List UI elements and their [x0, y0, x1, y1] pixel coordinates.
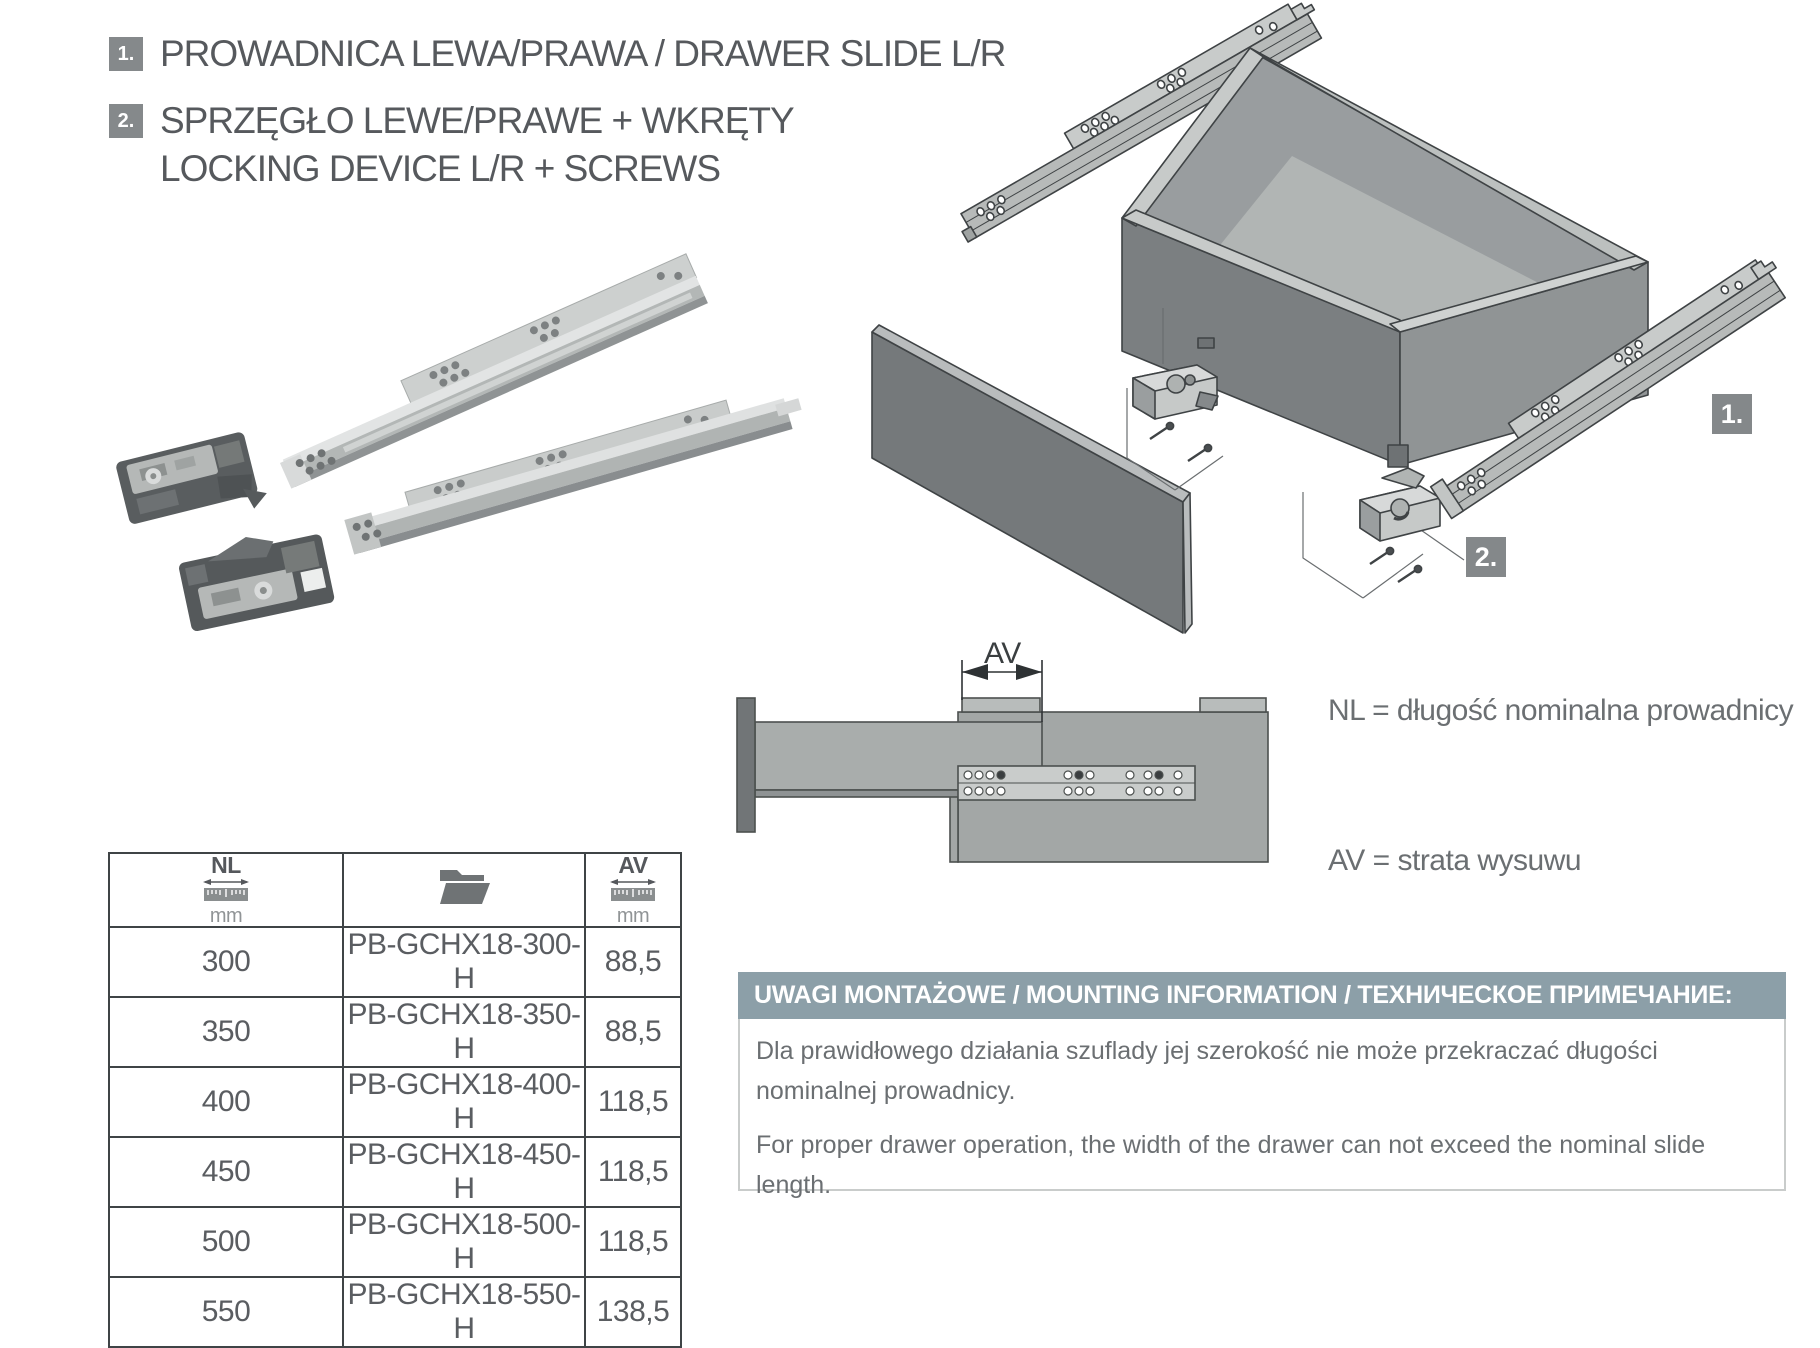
drawer-front-panel: [872, 325, 1192, 633]
cell-av: 88,5: [585, 927, 681, 997]
col-header-nl: [109, 853, 343, 927]
ruler-arrow-icon: [608, 877, 658, 905]
av-dimension-label: AV: [984, 637, 1021, 670]
leader-line-badge2: [1418, 528, 1464, 560]
mounting-note-title: UWAGI MONTAŻOWE / MOUNTING INFORMATION / ТЕХНИЧЕСКОЕ ПРИМЕЧАНИЕ:: [738, 972, 1786, 1019]
slides-photo-illustration: [90, 250, 830, 670]
table-row: [109, 1137, 681, 1207]
note-text-en: For proper drawer operation, the width of the drawer can not exceed the nominal slide length.: [756, 1131, 1706, 1199]
item1-title: PROWADNICA LEWA/PRAWA / DRAWER SLIDE L/R: [160, 33, 1006, 74]
spec-table: [108, 852, 682, 1348]
cell-nl: 300: [109, 927, 343, 997]
av-header-unit: mm: [616, 905, 650, 927]
cell-nl: 550: [109, 1277, 343, 1347]
cell-code: PB-GCHX18-300-H: [343, 927, 585, 997]
cell-av: 118,5: [585, 1137, 681, 1207]
ruler-arrow-icon: [201, 877, 251, 905]
table-row: [109, 1207, 681, 1277]
table-row: [109, 1277, 681, 1347]
callout-2-label: 2.: [1474, 541, 1498, 572]
cell-av: 118,5: [585, 1207, 681, 1277]
leader-line: [1303, 492, 1363, 598]
cell-av: 138,5: [585, 1277, 681, 1347]
col-header-av: [585, 853, 681, 927]
callout-badge-1: [1712, 394, 1752, 434]
legend-av: AV = strata wysuwu: [1328, 844, 1582, 877]
folder-icon: [436, 864, 492, 908]
locking-device-photo-2: [175, 522, 335, 633]
callout-1-label: 1.: [1720, 398, 1744, 429]
cell-nl: 500: [109, 1207, 343, 1277]
cell-av: 118,5: [585, 1067, 681, 1137]
leader-line: [1363, 554, 1423, 598]
cell-code: PB-GCHX18-400-H: [343, 1067, 585, 1137]
mounting-note-body: [738, 1019, 1786, 1199]
slide-strip: [958, 766, 1195, 800]
cell-code: PB-GCHX18-450-H: [343, 1137, 585, 1207]
item1-number: 1.: [117, 42, 135, 65]
cell-code: PB-GCHX18-350-H: [343, 997, 585, 1067]
screw-icon: [1150, 422, 1212, 461]
legend-nl: NL = długość nominalna prowadnicy: [1328, 694, 1794, 727]
item2-title-line1: SPRZĘGŁO LEWE/PRAWE + WKRĘTY: [160, 100, 794, 141]
nl-header-label: NL: [211, 852, 241, 878]
screw-icon: [1370, 547, 1422, 582]
cell-nl: 400: [109, 1067, 343, 1137]
leader-line: [1175, 456, 1223, 490]
cell-nl: 450: [109, 1137, 343, 1207]
av-header-label: AV: [618, 852, 648, 878]
item2-title-line2: LOCKING DEVICE L/R + SCREWS: [160, 148, 720, 189]
front-panel-profile: [737, 698, 755, 832]
item2-number: 2.: [117, 109, 135, 132]
drawer-assembly-illustration: [860, 20, 1820, 680]
cell-code: PB-GCHX18-550-H: [343, 1277, 585, 1347]
col-header-code: [343, 853, 585, 927]
table-row: [109, 1067, 681, 1137]
nl-header-unit: mm: [209, 905, 243, 927]
cell-code: PB-GCHX18-500-H: [343, 1207, 585, 1277]
note-text-pl: Dla prawidłowego działania szuflady jej szerokość nie może przekraczać długości nominalnej prowadnicy.: [756, 1037, 1658, 1105]
mounting-note: [738, 972, 1786, 1199]
table-row: [109, 927, 681, 997]
callout-badge-2: [1466, 537, 1506, 577]
locking-device-photo-1: [115, 429, 270, 539]
item2-number-badge: [109, 104, 143, 138]
item1-number-badge: [109, 37, 143, 71]
cell-av: 88,5: [585, 997, 681, 1067]
cell-nl: 350: [109, 997, 343, 1067]
table-row: [109, 997, 681, 1067]
